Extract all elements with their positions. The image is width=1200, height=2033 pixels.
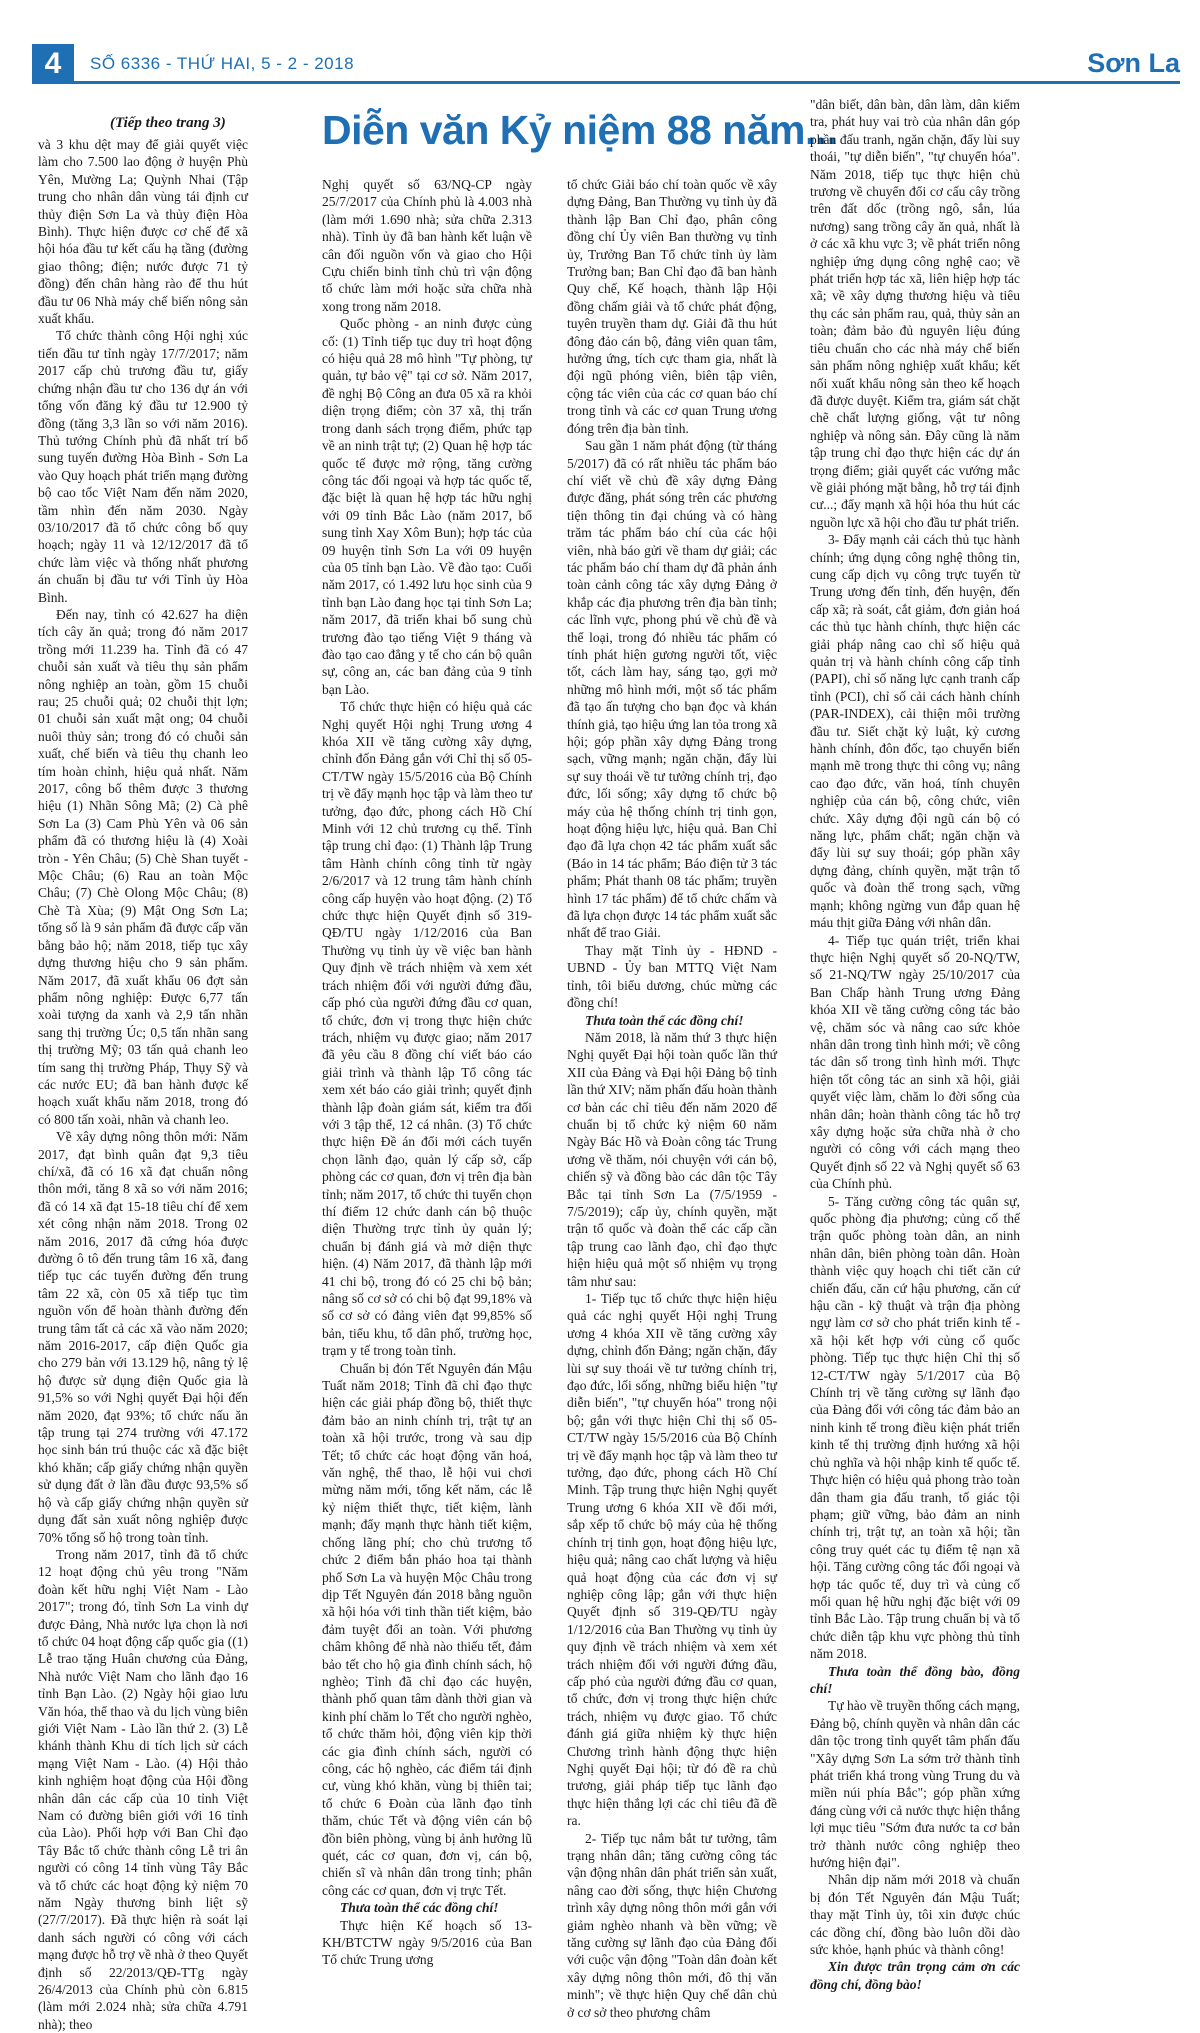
- salutation: Thưa toàn thể các đồng chí!: [585, 1012, 744, 1028]
- article-column-1: [38, 136, 248, 2032]
- paragraph: Trong năm 2017, tỉnh đã tổ chức 12 hoạt động chủ yêu trong "Năm đoàn kết hữu nghị Việt Nam - Lào 2017"; trong đó, tỉnh Sơn La vinh dự được Đảng, Nhà nước lựa chọn là nơi tổ chức 04 hoạt động cấp quốc gia ((1) Lễ trao tặng Huân chương của Đảng, Nhà nước Việt Nam cho lãnh đạo 16 tỉnh Bạn Lào. (2) Ngày hội giao lưu Văn hóa, thể thao và du lịch vùng biên giới Việt Nam - Lào lần thứ 2. (3) Lễ khánh thành Khu di tích lịch sử cách mạng Việt Nam - Lào. (4) Hội thảo kinh nghiệm hoạt động của Hội đồng nhân dân các cấp của 10 tỉnh Việt Nam có đường biên giới với 16 tỉnh của Lào). Phối hợp với Ban Chỉ đạo Tây Bắc tổ chức thành công Lễ tri ân người có công 14 tỉnh vùng Tây Bắc và tổ chức các hoạt động kỷ niệm 70 năm Ngày thương binh liệt sỹ (27/7/2017). Đã thực hiện rà soát lại danh sách người có công với cách mạng được hỗ trợ về nhà ở theo Quyết định số 22/2013/QĐ-TTg ngày 26/4/2013 của Chính phủ còn 6.815 (làm mới 2.024 nhà; sửa chữa 4.791 nhà); theo: [38, 1546, 248, 2032]
- paragraph: 1- Tiếp tục tổ chức thực hiện hiệu quả các nghị quyết Hội nghị Trung ương 4 khóa XII về tăng cường xây dựng, chỉnh đốn Đảng; ngăn chặn, đẩy lùi sự suy thoái về tư tưởng chính trị, đạo đức, lối sống, những biểu hiện "tự diễn biến", "tự chuyển hóa" trong nội bộ; gắn với thực hiện Chỉ thị số 05-CT/TW ngày 15/5/2016 của Bộ Chính trị về đẩy mạnh học tập và làm theo tư tưởng, đạo đức, phong cách Hồ Chí Minh. Tập trung thực hiện Nghị quyết Trung ương 6 khóa XII về đổi mới, sắp xếp tổ chức bộ máy của hệ thống chính trị tinh gọn, hoạt động hiệu lực, hiệu quả; nâng cao chất lượng và hiệu quả hoạt động của các đơn vị sự nghiệp công lập; gắn với thực hiện Quyết định số 319-QĐ/TU ngày 1/12/2016 của Ban Thường vụ tỉnh ủy quy định về trách nhiệm và xem xét trách nhiệm đối với người đứng đầu, cấp phó của người đứng đầu cơ quan, tổ chức, đơn vị trong thực hiện chức trách, nhiệm vụ được giao. Tổ chức đánh giá giữa nhiệm kỳ thực hiện Chương trình hành động thực hiện Nghị quyết Đại hội; từ đó đề ra chủ trương, giải pháp tiếp tục lãnh đạo thực hiện thắng lợi các chỉ tiêu đã đề ra.: [567, 1291, 777, 1829]
- page-header: [32, 44, 1180, 84]
- article-column-4: [810, 96, 1020, 1992]
- paragraph: Năm 2018, là năm thứ 3 thực hiện Nghị quyết Đại hội toàn quốc lần thứ XII của Đảng và Đại hội Đảng bộ tỉnh lần thứ XIV; năm phấn đấu hoàn thành cơ bản các chỉ tiêu đến năm 2020 để chuẩn bị tổ chức kỷ niệm 60 năm Ngày Bác Hồ và Đoàn công tác Trung ương về thăm, nói chuyện với cán bộ, chiến sỹ và đồng bào các dân tộc Tây Bắc tại tỉnh Sơn La (7/5/1959 - 7/5/2019); cấp ủy, chính quyền, mặt trận tổ quốc và đoàn thể các cấp cần tập trung cao lãnh đạo, chỉ đạo thực hiện hiệu quả một số nhiệm vụ trọng tâm như sau:: [567, 1029, 777, 1289]
- paragraph: Nhân dịp năm mới 2018 và chuẩn bị đón Tết Nguyên đán Mậu Tuất; thay mặt Tỉnh ủy, tôi xin được chúc các đồng chí, đồng bào luôn dồi dào sức khỏe, hạnh phúc và thành công!: [810, 1872, 1020, 1958]
- closing-line: Xin được trân trọng cảm ơn các đồng chí, đồng bào!: [810, 1959, 1020, 1992]
- article-column-2: [322, 176, 532, 1968]
- paragraph: Về xây dựng nông thôn mới: Năm 2017, đạt bình quân đạt 9,3 tiêu chí/xã, đã có 16 xã đạt chuẩn nông thôn mới, tăng 8 xã so với năm 2016; đã có 14 xã đạt 15-18 tiêu chí để xem xét công nhận năm 2018. Trong 02 năm 2016, 2017 đã cứng hóa được đường ô tô đến trung tâm 16 xã, đang tiếp tục các tuyến đường đến trung tâm 22 xã, còn 05 xã tiếp tục tìm nguồn vốn để hoàn thành đường đến trung tâm tất cả các xã vào năm 2020; năm 2016-2017, cấp điện Quốc gia cho 279 bản với 13.129 hộ, nâng tỷ lệ hộ được sử dụng điện Quốc gia là 91,5% so với Nghị quyết Đại hội đến năm 2020, đạt 93%; tổ chức nấu ăn tập trung tại 274 trường với 47.172 học sinh bán trú thuộc các xã đặc biệt khó khăn; cấp giấy chứng nhận quyền sử dụng đất ở lần đầu được 93,5% số hộ và cấp giấy chứng nhận quyền sử dụng đất sản xuất nông nghiệp được 70% tổng số hộ trong toàn tỉnh.: [38, 1129, 248, 1545]
- salutation: Thưa toàn thể đồng bào, đồng chí!: [810, 1663, 1020, 1696]
- paragraph: Tự hào về truyền thống cách mạng, Đảng bộ, chính quyền và nhân dân các dân tộc trong tỉnh quyết tâm phấn đấu "Xây dựng Sơn La sớm trở thành tỉnh phát triển khá trong vùng Trung du và miền núi phía Bắc"; góp phần xứng đáng cùng với cả nước thực hiện thắng lợi mục tiêu "Sớm đưa nước ta cơ bản trở thành nước công nghiệp theo hướng hiện đại".: [810, 1698, 1020, 1871]
- continued-note: (Tiếp theo trang 3): [110, 115, 226, 131]
- article-column-3: [567, 176, 777, 2020]
- paragraph: Nghị quyết số 63/NQ-CP ngày 25/7/2017 của Chính phủ là 4.003 nhà (làm mới 1.690 nhà; sửa chữa 2.313 nhà). Tỉnh ủy đã ban hành kết luận về cân đối nguồn vốn và giao cho Hội Cựu chiến binh tỉnh chủ trì vận động tổ chức làm mới hoặc sửa chữa nhà xong trong năm 2018.: [322, 177, 532, 314]
- paragraph: Tổ chức thành công Hội nghị xúc tiến đầu tư tỉnh ngày 17/7/2017; năm 2017 cấp chủ trương đầu tư, giấy chứng nhận đầu tư cho 136 dự án với tổng vốn đăng ký đầu tư 12.900 tỷ đồng (tăng 3,3 lần so với năm 2016). Thủ tướng Chính phủ đã nhất trí bổ sung tuyến đường Hòa Bình - Sơn La vào Quy hoạch phát triển mạng đường bộ cao tốc Việt Nam đến năm 2020, tầm nhìn đến năm 2030. Ngày 03/10/2017 đã tổ chức công bố quy hoạch; ngày 11 và 12/12/2017 đã tổ chức làm việc và thống nhất phương án chuẩn bị đầu tư với Tỉnh ủy Hòa Bình.: [38, 328, 248, 605]
- paragraph: Thực hiện Kế hoạch số 13-KH/BTCTW ngày 9/5/2016 của Ban Tổ chức Trung ương: [322, 1917, 532, 1968]
- paragraph: Đến nay, tỉnh có 42.627 ha diện tích cây ăn quả; trong đó năm 2017 trồng mới 11.239 ha. Tỉnh đã có 47 chuỗi sản xuất và tiêu thụ sản phẩm nông nghiệp an toàn, gồm 15 chuỗi rau; 25 chuỗi quả; 02 chuỗi thịt lợn; 01 chuỗi sản xuất mật ong; 04 chuỗi nuôi thủy sản; trong đó có chuỗi sản xuất, chế biến và tiêu thụ chanh leo tím hoàn chỉnh, hiệu quả nhất. Năm 2017, công bố thêm được 3 thương hiệu (1) Nhãn Sông Mã; (2) Cà phê Sơn La (3) Cam Phù Yên và 06 sản phẩm đã có thương hiệu là (4) Xoài tròn - Yên Châu; (5) Chè Shan tuyết - Mộc Châu; (6) Rau an toàn Mộc Châu; (7) Chè Olong Mộc Châu; (8) Chè Tà Xùa; (9) Mật Ong Sơn La; tổng số là 9 sản phẩm đã được cấp văn bằng bảo hộ; năm 2018, tiếp tục xây dựng thương hiệu cho 9 sản phẩm. Năm 2017, đã xuất khẩu 06 đợt sản phẩm nông nghiệp: Được 6,77 tấn xoài tượng da xanh và 2,9 tấn nhãn sang thị trường Úc; 0,5 tấn nhãn sang thị trường Mỹ; 03 tấn quả chanh leo tím sang thị trường Pháp, Thụy Sỹ và các nước EU; đã ban hành được kế hoạch xuất khẩu năm 2018, trong đó có 800 tấn xoài, nhãn và chanh leo.: [38, 606, 248, 1127]
- paragraph: 2- Tiếp tục nắm bắt tư tưởng, tâm trạng nhân dân; tăng cường công tác vận động nhân dân phát triển sản xuất, nâng cao đời sống, thực hiện Chương trình xây dựng nông thôn mới gắn với giảm nghèo nhanh và bền vững; về tăng cường sự lãnh đạo của Đảng đối với cuộc vận động "Toàn dân đoàn kết xây dựng nông thôn mới, đô thị văn minh"; về thực hiện Quy chế dân chủ ở cơ sở theo phương châm: [567, 1830, 777, 2020]
- article-headline: Diễn văn Kỷ niệm 88 năm...: [322, 107, 838, 153]
- newspaper-brand: Sơn La: [1087, 48, 1180, 78]
- paragraph: Quốc phòng - an ninh được củng cố: (1) Tỉnh tiếp tục duy trì hoạt động có hiệu quả 28 mô hình "Tự phòng, tự quản, tự bảo vệ" tại cơ sở. Năm 2017, đề nghị Bộ Công an đưa 05 xã ra khỏi diện trọng điểm; còn 37 xã, thị trấn trong danh sách trọng điểm, phức tạp về an ninh trật tự; (2) Quan hệ hợp tác quốc tế được mở rộng, tăng cường công tác đối ngoại và hợp tác quốc tế, đặc biệt là quan hệ hợp tác hữu nghị với 09 tỉnh Bắc Lào (năm 2017, bổ sung tỉnh Xay Xôm Bun); hợp tác của 09 huyện tỉnh Sơn La với 09 huyện của 05 tỉnh bạn Lào. Về đào tạo: Cuối năm 2017, có 1.492 lưu học sinh của 9 tỉnh bạn Lào đang học tại tỉnh Sơn La; năm 2017, đã triển khai bổ sung chủ trương đào tạo tiếng Việt 9 tháng và đào tạo cao đẳng y tế cho cán bộ quân sự, công an, các ban đảng của 9 tỉnh bạn Lào.: [322, 316, 532, 697]
- paragraph: Sau gần 1 năm phát động (từ tháng 5/2017) đã có rất nhiều tác phẩm báo chí viết về chủ đề xây dựng Đảng được đăng, phát sóng trên các phương tiện thông tin đại chúng và có hàng trăm tác phẩm báo chí của các hội viên, nhà báo gửi về tham dự giải; các tác phẩm báo chí tham dự đã phản ánh toàn cảnh công tác xây dựng Đảng ở khắp các địa phương trên địa bàn tỉnh; các lĩnh vực, phong phú về chủ đề và thể loại, trong đó nhiều tác phẩm có tính phát hiện gương người tốt, việc tốt, cách làm hay, sáng tạo, gợi mở những mô hình mới, một số tác phẩm đã tạo ấn tượng cho bạn đọc và khán thính giả, tạo hiệu ứng lan tỏa trong xã hội; góp phần xây dựng Đảng trong sạch, vững mạnh; ngăn chặn, đẩy lùi sự suy thoái về tư tưởng chính trị, đạo đức, lối sống; xây dựng tổ chức bộ máy của hệ thống chính trị tinh gọn, hoạt động hiệu lực, hiệu quả. Ban Chỉ đạo đã lựa chọn 42 tác phẩm xuất sắc (Báo in 14 tác phẩm; Báo điện tử 3 tác phẩm; Phát thanh 08 tác phẩm; truyền hình 17 tác phẩm) để tổ chức chấm và đã lựa chọn được 14 tác phẩm xuất sắc nhất để trao Giải.: [567, 438, 777, 941]
- paragraph: Chuẩn bị đón Tết Nguyên đán Mậu Tuất năm 2018; Tỉnh đã chỉ đạo thực hiện các giải pháp đồng bộ, thiết thực đảm bảo an ninh chính trị, trật tự an toàn xã hội trước, trong và sau dịp Tết; tổ chức các hoạt động văn hoá, văn nghệ, thể thao, lễ hội vui chơi mừng năm mới, tổng kết năm, các lễ kỷ niệm thiết thực, tiết kiệm, lành mạnh; đẩy mạnh thực hành tiết kiệm, chống lãng phí; cho chủ trương tổ chức 2 điểm bắn pháo hoa tại thành phố Sơn La và huyện Mộc Châu trong dịp Tết Nguyên đán 2018 bằng nguồn xã hội hóa với tinh thần tiết kiệm, bảo đảm tuyệt đối an toàn. Với phương châm không để nhà nào thiếu tết, đảm bảo tết cho hộ gia đình chính sách, hộ nghèo; Tỉnh đã chỉ đạo các huyện, thành phố quan tâm dành thời gian và kinh phí chăm lo Tết cho người nghèo, tổ chức thăm hỏi, động viên kịp thời các gia đình chính sách, người có công, các hộ nghèo, các điểm tái định cư, vùng khó khăn, vùng bị thiên tai; tổ chức 6 Đoàn của lãnh đạo tỉnh thăm, chúc Tết và động viên cán bộ đồn biên phòng, vùng bị ảnh hưởng lũ quét, các cơ quan, đơn vị, cán bộ, chiến sĩ và nhân dân trong tỉnh; phân công các cơ quan, đơn vị trực Tết.: [322, 1360, 532, 1898]
- paragraph: tổ chức Giải báo chí toàn quốc về xây dựng Đảng, Ban Thường vụ tỉnh ủy đã thành lập Ban Chỉ đạo, phân công đồng chí Ủy viên Ban thường vụ tỉnh ủy, Trưởng Ban Tổ chức tỉnh ủy làm Trưởng ban; Ban Chỉ đạo đã ban hành Quy chế, Kế hoạch, thành lập Hội đồng chấm giải và tổ chức phát động, tuyên truyền tham dự. Giải đã thu hút đông đảo cán bộ, đảng viên quan tâm, hưởng ứng, tích cực tham gia, nhất là đội ngũ phóng viên, biên tập viên, cộng tác viên của các cơ quan báo chí trong tỉnh và các cơ quan Trung ương đóng trên địa bàn tỉnh.: [567, 177, 777, 436]
- paragraph: "dân biết, dân bàn, dân làm, dân kiểm tra, phát huy vai trò của nhân dân góp phần đấu tranh, ngăn chặn, đẩy lùi suy thoái, "tự diễn biến", "tự chuyển hóa". Năm 2018, tiếp tục thực hiện chủ trương về chuyển đổi cơ cấu cây trồng trên đất dốc (trồng ngô, sắn, lúa nương) sang trồng cây ăn quả, nhất là ở các xã khu vực 3; về phát triển nông nghiệp ứng dụng công nghệ cao; về phát triển hợp tác xã, liên hiệp hợp tác xã; về xây dựng thương hiệu và tiêu thụ các sản phẩm rau, quả, thủy sản an toàn; đảm bảo đủ nguyên liệu đúng tiêu chuẩn cho các nhà máy chế biến sản phẩm nông nghiệp xuất khẩu; kết nối xuất khẩu nông sản theo kế hoạch đã được duyệt. Kiểm tra, giám sát chặt chẽ chất lượng giống, vật tư nông nghiệp và nông sản. Đây cũng là năm tập trung chỉ đạo thực hiện các dự án trọng điểm; giải quyết các vướng mắc về giải phóng mặt bằng, hỗ trợ tái định cư...; đẩy mạnh xã hội hóa thu hút các nguồn lực xã hội cho đầu tư phát triển.: [810, 97, 1020, 530]
- page-number: 4: [32, 44, 74, 84]
- issue-line: SỐ 6336 - THỨ HAI, 5 - 2 - 2018: [90, 54, 355, 73]
- paragraph: và 3 khu dệt may để giải quyết việc làm cho 7.500 lao động ở huyện Phù Yên, Mường La; Quỳnh Nhai (Tập trung cho nhân dân vùng tái định cư thủy điện Sơn La và thủy điện Hòa Bình). Thực hiện được cơ chế để xã hội hóa đầu tư kết cấu hạ tầng (đường giao thông; điện; nước được 71 tỷ đồng) đến chân hàng rào để thu hút đầu tư 06 Nhà máy chế biến nông sản xuất khẩu.: [38, 137, 248, 327]
- paragraph: 5- Tăng cường công tác quân sự, quốc phòng địa phương; củng cố thế trận quốc phòng toàn dân, an ninh nhân dân, biên phòng toàn dân. Hoàn thành việc quy hoạch chi tiết căn cứ chiến đấu, căn cứ hậu phương, căn cứ hậu cần - kỹ thuật và trận địa phòng ngự làm cơ sở cho phát triển kinh tế - xã hội kết hợp với củng cố quốc phòng. Tiếp tục thực hiện Chỉ thị số 12-CT/TW ngày 5/1/2017 của Bộ Chính trị về tăng cường sự lãnh đạo của Đảng đối với công tác đảm bảo an ninh kinh tế trong điều kiện phát triển kinh tế thị trường định hướng xã hội chủ nghĩa và hội nhập kinh tế quốc tế. Thực hiện có hiệu quả phong trào toàn dân tham gia đấu tranh, tố giác tội phạm; giữ vững, bảo đảm an ninh chính trị, trật tự, an toàn xã hội; tần công truy quét các tụ điểm tệ nạn xã hội. Tăng cường công tác đối ngoại và hợp tác quốc tế, duy trì và củng cố mối quan hệ hữu nghị đặc biệt với 09 tỉnh Bắc Lào. Tập trung chuẩn bị và tổ chức diễn tập khu vực phòng thủ tỉnh năm 2018.: [810, 1193, 1020, 1662]
- paragraph: 3- Đẩy mạnh cải cách thủ tục hành chính; ứng dụng công nghệ thông tin, cung cấp dịch vụ công trực tuyến từ Trung ương đến tỉnh, đến huyện, đến cấp xã; rà soát, cắt giảm, đơn giản hoá các thủ tục hành chính, thực hiện các giải pháp nâng cao chỉ số hiệu quả quản trị và hành chính công cấp tỉnh (PAPI), chỉ số năng lực cạnh tranh cấp tỉnh (PCI), chỉ số cải cách hành chính (PAR-INDEX), cải thiện môi trường đầu tư. Siết chặt kỷ luật, kỷ cương hành chính, đôn đốc, tạo chuyển biến mạnh mẽ trong thực thi công vụ; nâng cao đạo đức, văn hoá, tính chuyên nghiệp của cán bộ, công chức, viên chức. Xây dựng đội ngũ cán bộ có năng lực, phẩm chất; ngăn chặn và đẩy lùi sự suy thoái; góp phần xây dựng đảng, chính quyền, mặt trận tổ quốc và đoàn thể trong sạch, vững mạnh; không ngừng vun đắp quan hệ máu thịt giữa Đảng với nhân dân.: [810, 532, 1020, 931]
- paragraph: 4- Tiếp tục quán triệt, triển khai thực hiện Nghị quyết số 20-NQ/TW, số 21-NQ/TW ngày 25/10/2017 của Ban Chấp hành Trung ương Đảng khóa XII về tăng cường công tác bảo vệ, chăm sóc và nâng cao sức khỏe nhân dân trong tình hình mới; về công tác dân số trong tình hình mới. Thực hiện tốt công tác an sinh xã hội, giải quyết việc làm, chăm lo đời sống của nhân dân; hoàn thành công tác hỗ trợ xây dựng hoặc sửa chữa nhà ở cho người có công với cách mạng theo Quyết định số 22 và Nghị quyết số 63 của Chính phủ.: [810, 932, 1020, 1192]
- paragraph: Thay mặt Tỉnh ủy - HĐND - UBND - Ủy ban MTTQ Việt Nam tỉnh, tôi biểu dương, chúc mừng các đồng chí!: [567, 942, 777, 1011]
- salutation: Thưa toàn thể các đồng chí!: [340, 1900, 499, 1916]
- header-rule: [32, 81, 1180, 84]
- paragraph: Tổ chức thực hiện có hiệu quả các Nghị quyết Hội nghị Trung ương 4 khóa XII về tăng cường xây dựng, chỉnh đốn Đảng gắn với Chỉ thị số 05-CT/TW ngày 15/5/2016 của Bộ Chính trị về đẩy mạnh học tập và làm theo tư tưởng, đạo đức, phong cách Hồ Chí Minh với 12 chủ trương cụ thể. Tỉnh tập trung chỉ đạo: (1) Thành lập Trung tâm Hành chính công tỉnh từ ngày 2/6/2017 và 12 trung tâm hành chính công cấp huyện vào hoạt động. (2) Tổ chức thực hiện Quyết định số 319-QĐ/TU ngày 1/12/2016 của Ban Thường vụ tỉnh ủy về việc ban hành Quy định về trách nhiệm và xem xét trách nhiệm đối với người đứng đầu, cấp phó của người đứng đầu cơ quan, tổ chức, đơn vị trong thực hiện chức trách, nhiệm vụ được giao; năm 2017 đã yêu cầu 8 đồng chí viết báo cáo giải trình và thành lập Tổ công tác xem xét báo cáo giải trình; quyết định thành lập đoàn giám sát, kiểm tra đối với 3 tập thể, 12 cá nhân. (3) Tổ chức thực hiện Đề án đổi mới cách tuyển chọn lãnh đạo, quản lý cấp sở, cấp phòng các cơ quan, đơn vị trên địa bàn tỉnh; năm 2017, tổ chức thi tuyển chọn thí điểm 12 chức danh cán bộ thuộc diện Thường trực tỉnh ủy quản lý; chuẩn bị đánh giá và mở diện thực hiện. (4) Năm 2017, đã thành lập mới 41 chi bộ, trong đó có 25 chi bộ bản; nâng số cơ sở có chi bộ đạt 99,18% và số cơ sở có đảng viên đạt 99,85% số bản, tiểu khu, tổ dân phố, trường học, trạm y tế trong toàn tỉnh.: [322, 699, 532, 1359]
